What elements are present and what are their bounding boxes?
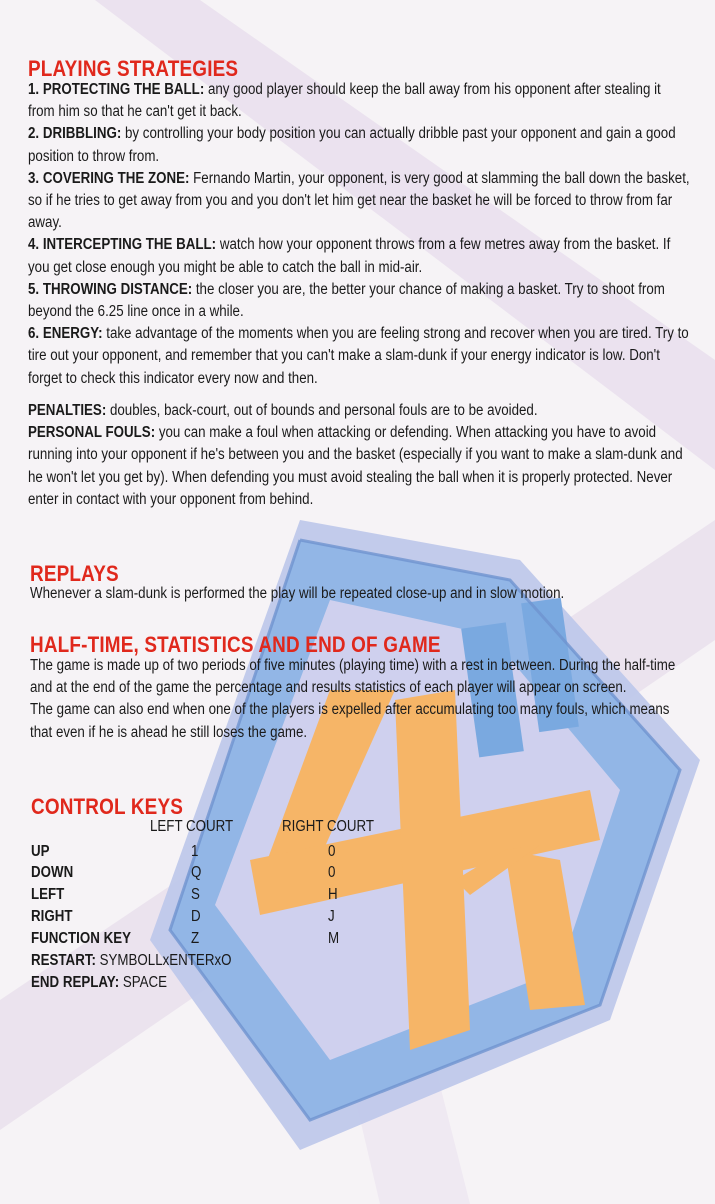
strategy-item: 3. COVERING THE ZONE: Fernando Martin, your opponent, is very good at slamming the ball down the basket, so if he tries to get away from you and you don't let him get near the basket he will be forced to throw from far away. xyxy=(28,169,690,232)
penalties-section xyxy=(28,400,690,511)
control-action: UP xyxy=(31,843,50,860)
left-court-key: S xyxy=(191,886,200,903)
control-action: RIGHT xyxy=(31,908,73,925)
control-action: FUNCTION KEY xyxy=(31,930,131,947)
penalties-text: PENALTIES: doubles, back-court, out of bounds and personal fouls are to be avoided. xyxy=(28,402,538,419)
right-court-key: 0 xyxy=(328,864,336,881)
left-court-key: Q xyxy=(191,864,202,881)
left-court-key: Z xyxy=(191,930,200,947)
left-court-key: 1 xyxy=(191,843,199,860)
strategy-item: 1. PROTECTING THE BALL: any good player should keep the ball away from his opponent after stealing it from him so that he can't get it back. xyxy=(28,81,661,121)
right-court-header: RIGHT COURT xyxy=(282,818,375,835)
replays-heading: REPLAYS xyxy=(30,561,119,586)
strategies-list xyxy=(28,79,690,390)
halftime-heading: HALF-TIME, STATISTICS AND END OF GAME xyxy=(30,632,441,657)
control-keys-heading: CONTROL KEYS xyxy=(31,794,184,819)
halftime-paragraph-1: The game is made up of two periods of five minutes (playing time) with a rest in between. During the half-time and at the end of the game the percentage and results statistics of each player will appear on screen. xyxy=(30,657,676,697)
strategy-item: 2. DRIBBLING: by controlling your body position you can actually dribble past your opponent and gain a good position to throw from. xyxy=(28,125,676,165)
personal-fouls-text: PERSONAL FOULS: you can make a foul when attacking or defending. When attacking you have to avoid running into your opponent if he's between you and the basket (especially if you want to make a slam-dunk and he won't let you get by). When defending you must avoid stealing the ball when it is properly protected. Never enter in contact with your opponent from behind. xyxy=(28,424,683,508)
halftime-section xyxy=(30,655,692,744)
halftime-paragraph-2: The game can also end when one of the players is expelled after accumulating too many fouls, which means that even if he is ahead he still loses the game. xyxy=(30,701,670,741)
strategy-item: 6. ENERGY: take advantage of the moments when you are feeling strong and recover when you are tired. Try to tire out your opponent, and remember that you can't make a slam-dunk if your energy indicator is low. Don't forget to check this indicator every now and then. xyxy=(28,325,689,387)
left-court-key: D xyxy=(191,908,201,925)
right-court-key: H xyxy=(328,886,338,903)
strategy-item: 5. THROWING DISTANCE: the closer you are, the better your chance of making a basket. Try to shoot from beyond the 6.25 line once in a while. xyxy=(28,280,665,321)
right-court-key: J xyxy=(328,908,335,925)
replays-text: Whenever a slam-dunk is performed the play will be repeated close-up and in slow motion. xyxy=(30,585,565,602)
left-court-header: LEFT COURT xyxy=(150,818,234,835)
control-action: LEFT xyxy=(31,886,65,903)
restart-key: RESTART: SYMBOLLxENTERxO xyxy=(31,952,232,969)
right-court-key: M xyxy=(328,930,340,947)
end-replay-key: END REPLAY: SPACE xyxy=(31,974,168,991)
strategy-item: 4. INTERCEPTING THE BALL: watch how your opponent throws from a few metres away from the basket. If you get close enough you might be able to catch the ball in mid-air. xyxy=(28,236,671,276)
control-action: DOWN xyxy=(31,864,74,881)
playing-strategies-heading: PLAYING STRATEGIES xyxy=(28,56,239,81)
right-court-key: 0 xyxy=(328,843,336,860)
